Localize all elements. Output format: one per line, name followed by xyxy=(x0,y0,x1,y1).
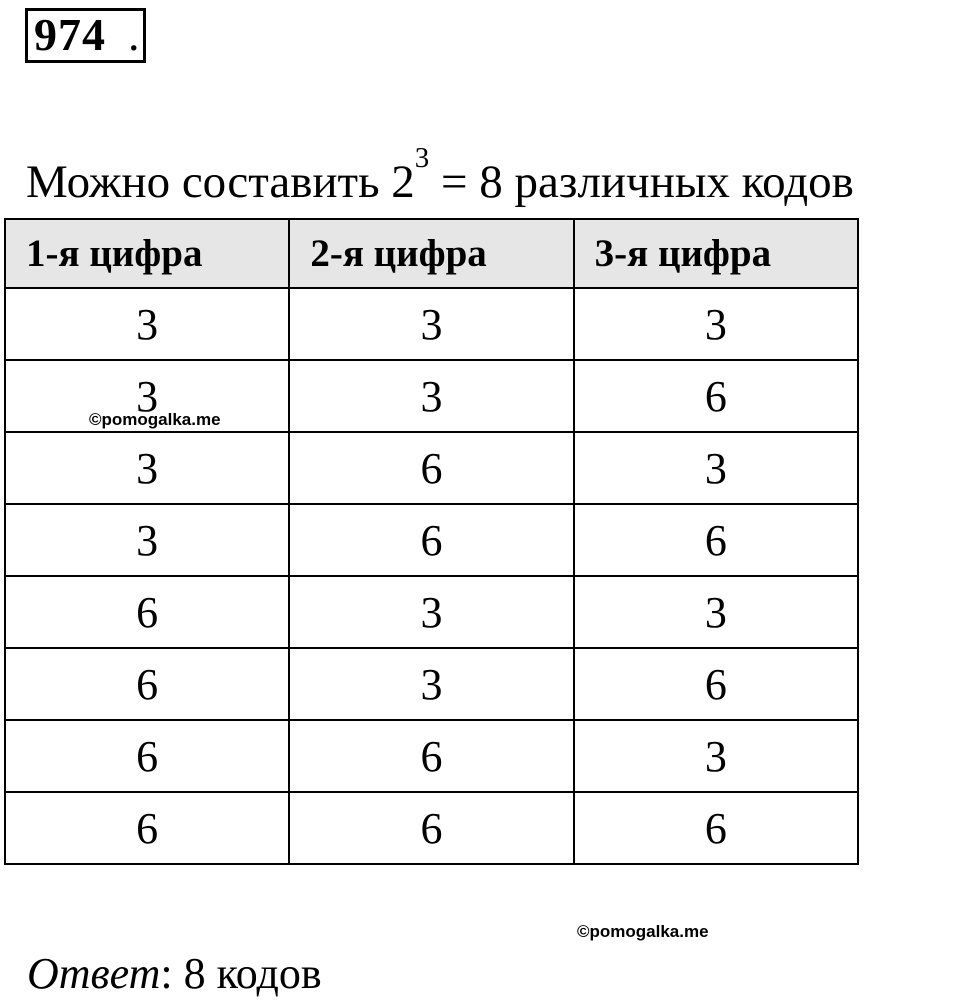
table-cell: 6 xyxy=(289,504,573,576)
problem-number-dot: . xyxy=(128,9,140,60)
table-cell: 3 xyxy=(289,648,573,720)
table-cell: 3 xyxy=(5,288,289,360)
table-cell: 6 xyxy=(289,792,573,864)
table-cell: 3 xyxy=(574,576,858,648)
table-cell: 3 xyxy=(289,288,573,360)
table-header-row xyxy=(5,219,858,288)
table-cell: 6 xyxy=(5,720,289,792)
table-cell: 3 xyxy=(574,288,858,360)
table-row xyxy=(5,720,858,792)
problem-statement xyxy=(26,142,854,214)
statement-prefix: Можно составить 2 xyxy=(26,156,415,208)
table-cell: 6 xyxy=(574,792,858,864)
table-cell: 6 xyxy=(574,648,858,720)
table-cell: 6 xyxy=(289,432,573,504)
table-cell: 3 xyxy=(289,576,573,648)
statement-suffix: = 8 различных кодов xyxy=(429,156,854,208)
table-cell: 6 xyxy=(289,720,573,792)
watermark: ©pomogalka.me xyxy=(577,922,709,941)
header-digit-1: 1-я цифра xyxy=(5,219,289,288)
table-cell: 3 xyxy=(574,432,858,504)
table-cell: 3 xyxy=(5,432,289,504)
table-row xyxy=(5,504,858,576)
table-cell: 6 xyxy=(5,648,289,720)
answer-line xyxy=(27,944,322,1004)
table-cell: 3 xyxy=(289,360,573,432)
problem-number: 974 xyxy=(34,9,106,60)
table-cell: 3 xyxy=(5,504,289,576)
table-row xyxy=(5,792,858,864)
table-row xyxy=(5,432,858,504)
table-cell: 6 xyxy=(5,576,289,648)
watermark: ©pomogalka.me xyxy=(89,410,221,429)
answer-label: Ответ xyxy=(27,949,161,998)
answer-colon: : xyxy=(160,949,173,998)
table-cell: 6 xyxy=(574,360,858,432)
statement-exponent: 3 xyxy=(414,142,430,174)
table-cell: 3 xyxy=(5,360,289,432)
table-cell: 6 xyxy=(574,504,858,576)
header-digit-2: 2-я цифра xyxy=(289,219,573,288)
answer-value: 8 кодов xyxy=(172,949,322,998)
table-row xyxy=(5,288,858,360)
table-cell: 3 xyxy=(574,720,858,792)
header-digit-3: 3-я цифра xyxy=(574,219,858,288)
table-cell: 6 xyxy=(5,792,289,864)
codes-table xyxy=(4,218,859,865)
table-row xyxy=(5,576,858,648)
table-row xyxy=(5,648,858,720)
